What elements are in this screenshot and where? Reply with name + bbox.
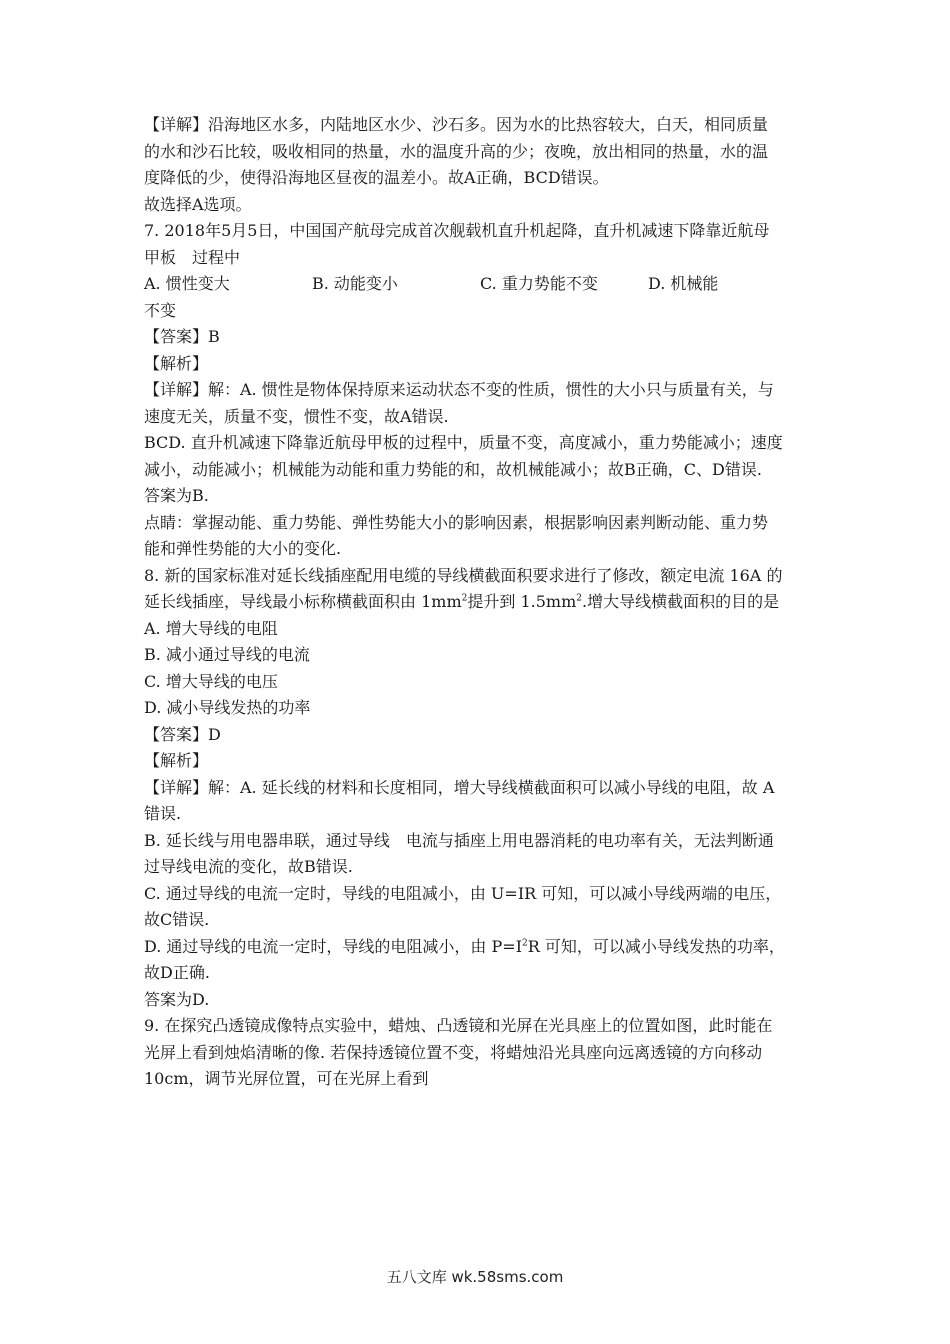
- text-line: 减小，动能减小；机械能为动能和重力势能的和，故机械能减小；故B正确，C、D错误.: [144, 459, 762, 479]
- text-line: 点睛：掌握动能、重力势能、弹性势能大小的影响因素，根据影响因素判断动能、重力势: [144, 512, 769, 532]
- text-line: 错误.: [144, 804, 182, 823]
- answer-label: 【答案】B: [144, 327, 220, 346]
- text-fragment: R 可知，可以减小导线发热的功率，: [527, 936, 785, 956]
- option-b: B. 减小通过导线的电流: [144, 645, 310, 664]
- option-a: A. 惯性变大: [144, 274, 230, 293]
- text-line: C. 通过导线的电流一定时，导线的电阻减小，由 U=IR 可知，可以减小导线两端的电压，: [144, 883, 782, 903]
- question-9-stem-cont: 10cm，调节光屏位置，可在光屏上看到: [144, 1069, 429, 1088]
- question-8-stem-cont: [144, 589, 816, 616]
- analysis-label: 【解析】: [144, 751, 209, 770]
- option-b: B. 动能变小: [312, 274, 398, 293]
- question-7-stem-cont: 甲板 过程中: [144, 247, 241, 267]
- text-line: 故选择A选项。: [144, 194, 252, 214]
- superscript: 2: [576, 593, 582, 604]
- analysis-label: 【解析】: [144, 353, 209, 373]
- answer-label: 【答案】D: [144, 724, 221, 744]
- text-line: B. 延长线与用电器串联，通过导线 电流与插座上用电器消耗的电功率有关，无法判断通: [144, 830, 774, 850]
- text-line: 故C错误.: [144, 910, 210, 929]
- text-line: 故D正确.: [144, 963, 210, 982]
- question-9-stem-cont: 光屏上看到烛焰清晰的像. 若保持透镜位置不变，将蜡烛沿光具座向远离透镜的方向移动: [144, 1042, 763, 1062]
- question-7-options: [144, 271, 816, 298]
- text-line: 的水和沙石比较，吸收相同的热量，水的温度升高的少；夜晚，放出相同的热量，水的温: [144, 141, 769, 161]
- text-fragment: D. 通过导线的电流一定时，导线的电阻减小，由 P=I: [144, 936, 523, 956]
- text-line: 度降低的少，使得沿海地区昼夜的温差小。故A正确，BCD错误。: [144, 168, 609, 187]
- option-d: D. 机械能: [648, 274, 719, 293]
- text-line: [144, 934, 816, 961]
- option-a: A. 增大导线的电阻: [144, 618, 278, 638]
- text-fragment: .增大导线横截面积的目的是: [581, 592, 780, 611]
- text-line: 过导线电流的变化，故B错误.: [144, 857, 353, 876]
- text-line: 【详解】沿海地区水多，内陆地区水少、沙石多。因为水的比热容较大，白天，相同质量: [144, 115, 769, 134]
- text-line: 答案为B.: [144, 486, 209, 505]
- text-fragment: 提升到 1.5mm: [467, 592, 577, 611]
- option-d: D. 减小导线发热的功率: [144, 698, 311, 717]
- text-line: 【详解】解：A. 惯性是物体保持原来运动状态不变的性质，惯性的大小只与质量有关，与: [144, 380, 774, 399]
- question-7-stem: 7. 2018年5月5日，中国国产航母完成首次舰载机直升机起降，直升机减速下降靠近航母: [144, 221, 770, 240]
- text-fragment: 延长线插座，导线最小标称横截面积由 1mm: [144, 592, 462, 611]
- option-c: C. 重力势能不变: [480, 274, 598, 293]
- question-8-stem: 8. 新的国家标准对延长线插座配用电缆的导线横截面积要求进行了修改，额定电流 16A 的: [144, 565, 783, 585]
- question-9-stem: 9. 在探究凸透镜成像特点实验中，蜡烛、凸透镜和光屏在光具座上的位置如图，此时能在: [144, 1016, 773, 1035]
- text-line: 答案为D.: [144, 989, 210, 1009]
- option-c: C. 增大导线的电压: [144, 671, 278, 691]
- text-line: BCD. 直升机减速下降靠近航母甲板的过程中，质量不变，高度减小，重力势能减小；速度: [144, 433, 783, 452]
- superscript: 2: [522, 938, 528, 949]
- document-body: [144, 112, 816, 1093]
- text-line: 速度无关，质量不变，惯性不变，故A错误.: [144, 406, 449, 426]
- text-line: 不变: [144, 300, 177, 320]
- text-line: 【详解】解：A. 延长线的材料和长度相同，增大导线横截面积可以减小导线的电阻，故 A: [144, 777, 775, 797]
- text-line: 能和弹性势能的大小的变化.: [144, 539, 342, 558]
- page-footer: 五八文库 wk.58sms.com: [386, 1268, 564, 1286]
- superscript: 2: [461, 593, 468, 604]
